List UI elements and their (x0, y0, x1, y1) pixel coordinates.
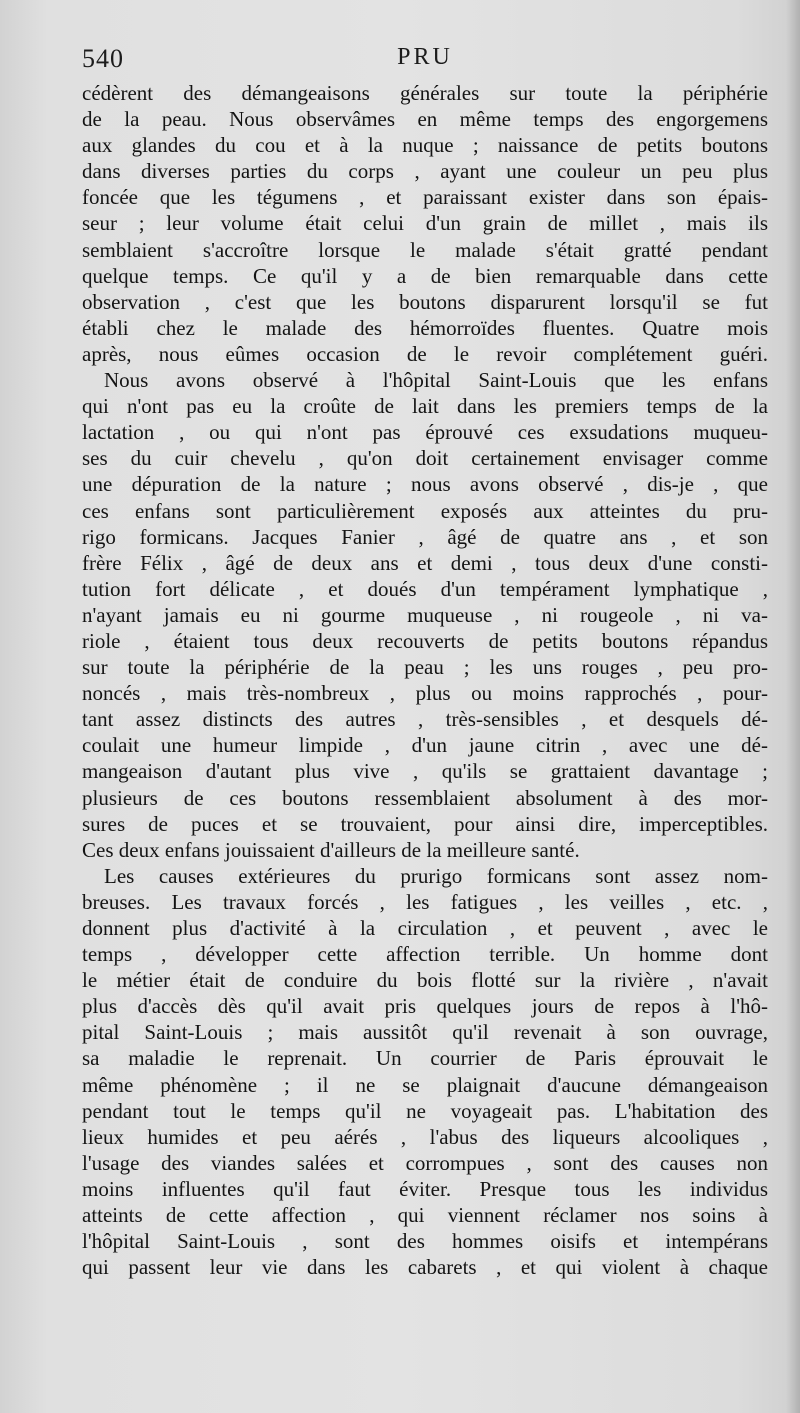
text-line: de la peau. Nous observâmes en même temps des engorgemens (82, 107, 768, 132)
text-line: même phénomène ; il ne se plaignait d'aucune démangeaison (82, 1072, 768, 1097)
text-line: le métier était de conduire du bois flotté sur la rivière , n'avait (82, 968, 768, 993)
text-line: aux glandes du cou et à la nuque ; naissance de petits boutons (82, 133, 768, 158)
text-line: tant assez distincts des autres , très-sensibles , et desquels dé- (82, 707, 768, 732)
text-line: une dépuration de la nature ; nous avons observé , dis-je , que (82, 472, 768, 497)
text-line: seur ; leur volume était celui d'un grain de millet , mais ils (82, 211, 768, 236)
text-line: observation , c'est que les boutons disparurent lorsqu'il se fut (82, 289, 768, 314)
text-line: ses du cuir chevelu , qu'on doit certainement envisager comme (82, 446, 768, 471)
text-line: tution fort délicate , et doués d'un tempérament lymphatique , (82, 576, 768, 601)
text-line: coulait une humeur limpide , d'un jaune citrin , avec une dé- (82, 733, 768, 758)
text-line: Les causes extérieures du prurigo formicans sont assez nom- (104, 863, 768, 888)
text-line: lieux humides et peu aérés , l'abus des liqueurs alcooliques , (82, 1124, 768, 1149)
text-line: donnent plus d'activité à la circulation , et peuvent , avec le (82, 916, 768, 940)
text-line: moins influentes qu'il faut éviter. Presque tous les individus (82, 1176, 768, 1201)
body-text (82, 80, 768, 1280)
text-line: frère Félix , âgé de deux ans et demi , tous deux d'une consti- (82, 550, 768, 575)
text-line: semblaient s'accroître lorsque le malade s'était gratté pendant (82, 237, 768, 262)
text-line: pendant tout le temps qu'il ne voyageait pas. L'habitation des (82, 1098, 768, 1123)
text-line: qui n'ont pas eu la croûte de lait dans les premiers temps de la (82, 394, 768, 419)
text-line: quelque temps. Ce qu'il y a de bien remarquable dans cette (82, 263, 768, 288)
text-line: Ces deux enfans jouissaient d'ailleurs de la meilleure santé. (82, 837, 580, 862)
text-line: lactation , ou qui n'ont pas éprouvé ces exsudations muqueu- (82, 420, 768, 445)
text-line: riole , étaient tous deux recouverts de petits boutons répandus (82, 628, 768, 653)
text-line: établi chez le malade des hémorroïdes fluentes. Quatre mois (82, 315, 768, 340)
text-line: Nous avons observé à l'hôpital Saint-Louis que les enfans (104, 368, 768, 393)
text-line: sures de puces et se trouvaient, pour ainsi dire, imperceptibles. (82, 811, 768, 836)
text-line: qui passent leur vie dans les cabarets , et qui violent à chaque (82, 1255, 768, 1280)
text-line: sur toute la périphérie de la peau ; les uns rouges , peu pro- (82, 655, 768, 680)
text-line: breuses. Les travaux forcés , les fatigues , les veilles , etc. , (82, 889, 768, 914)
text-line: plusieurs de ces boutons ressemblaient absolument à des mor- (82, 785, 768, 810)
text-line: temps , développer cette affection terrible. Un homme dont (82, 942, 768, 967)
page-header (82, 44, 768, 80)
text-line: dans diverses parties du corps , ayant une couleur un peu plus (82, 159, 768, 184)
text-line: cédèrent des démangeaisons générales sur toute la périphérie (82, 81, 768, 105)
page-edge-shadow (786, 0, 800, 1413)
text-line: l'usage des viandes salées et corrompues , sont des causes non (82, 1150, 768, 1175)
text-line: sa maladie le reprenait. Un courrier de Paris éprouvait le (82, 1046, 768, 1071)
text-line: pital Saint-Louis ; mais aussitôt qu'il revenait à son ouvrage, (82, 1020, 768, 1045)
text-line: l'hôpital Saint-Louis , sont des hommes oisifs et intempérans (82, 1229, 768, 1254)
text-line: noncés , mais très-nombreux , plus ou moins rapprochés , pour- (82, 681, 768, 706)
text-line: rigo formicans. Jacques Fanier , âgé de quatre ans , et son (82, 524, 768, 549)
text-line: foncée que les tégumens , et paraissant exister dans son épais- (82, 185, 768, 210)
text-line: après, nous eûmes occasion de le revoir complétement guéri. (82, 341, 768, 366)
text-line: plus d'accès dès qu'il avait pris quelques jours de repos à l'hô- (82, 994, 768, 1019)
text-line: mangeaison d'autant plus vive , qu'ils se grattaient davantage ; (82, 759, 768, 784)
running-head: PRU (397, 44, 453, 70)
text-line: n'ayant jamais eu ni gourme muqueuse , ni rougeole , ni va- (82, 602, 768, 627)
page-number: 540 (82, 44, 124, 73)
text-line: ces enfans sont particulièrement exposés aux atteintes du pru- (82, 498, 768, 523)
text-line: atteints de cette affection , qui viennent réclamer nos soins à (82, 1203, 768, 1228)
